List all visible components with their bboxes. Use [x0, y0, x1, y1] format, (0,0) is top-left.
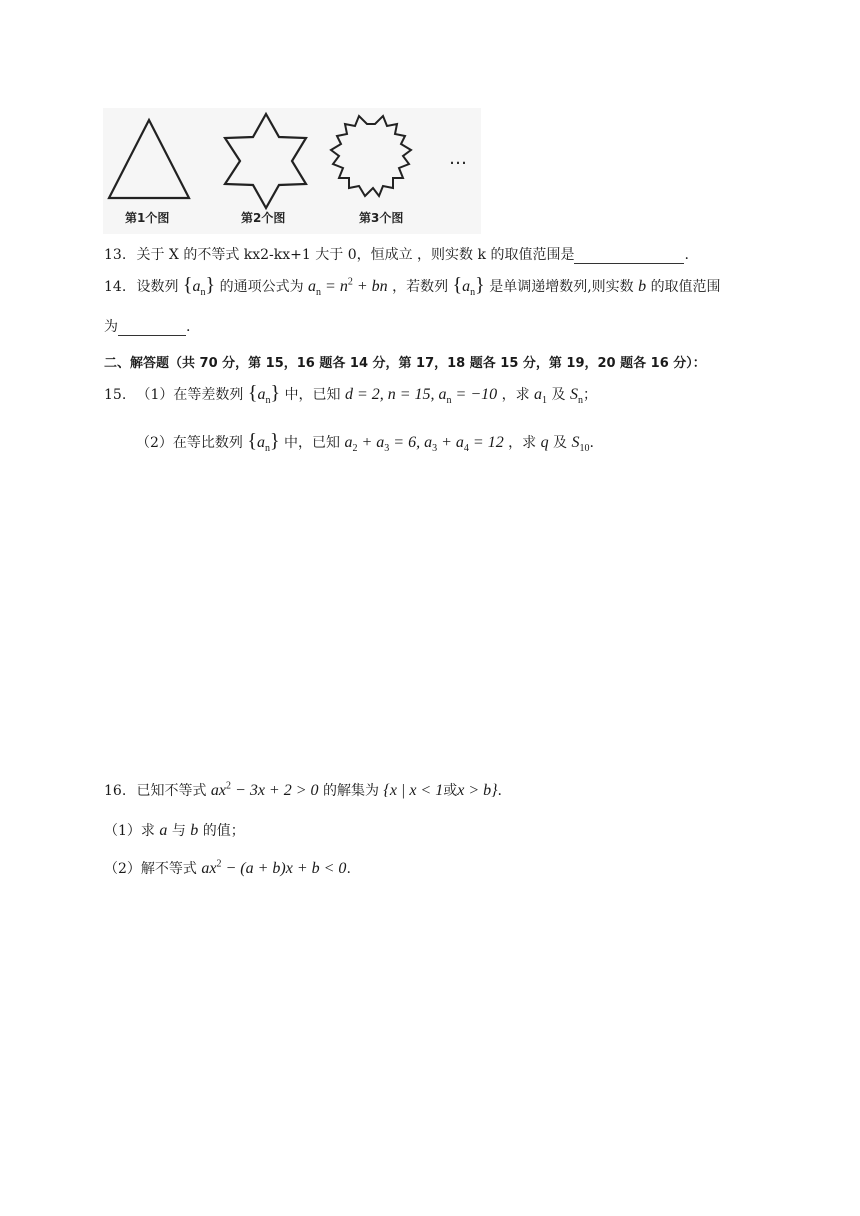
- var-s10: $S_{10}$: [571, 434, 590, 455]
- text-segment: 中，已知: [284, 435, 341, 451]
- text-segment: （2）在等比数列: [136, 435, 243, 451]
- text-segment: 及: [553, 435, 568, 451]
- question-16: [104, 780, 502, 800]
- question-number: 13.: [104, 247, 127, 263]
- text-segment: 的取值范围: [650, 279, 721, 295]
- inequality: $ax^2 - 3x + 2 > 0$: [210, 780, 319, 799]
- text-segment: ，求: [501, 387, 530, 403]
- question-number: 15.: [104, 387, 127, 403]
- period: .: [186, 319, 191, 335]
- text-segment: 已知不等式: [136, 783, 207, 799]
- question-number: 16.: [104, 783, 127, 799]
- text-segment: 的通项公式为: [219, 279, 304, 295]
- text-segment: 设数列: [136, 279, 179, 295]
- formula-an: $a_n = n^2$ + bn: [308, 276, 388, 299]
- question-14: [104, 274, 721, 298]
- given-values: $a_2 + a_3 = 6$, $a_3 + a_4 = 12$: [344, 434, 504, 455]
- section-heading: 二、解答题（共 70 分，第 15，16 题各 14 分，第 17，18 题各 15 分，第 19，20 题各 16 分）：: [104, 356, 706, 371]
- koch-third-shape: [331, 116, 411, 196]
- text-segment: （1）求: [104, 823, 155, 839]
- text-segment: 为: [104, 319, 118, 335]
- var-a1: $a_1$: [534, 386, 548, 407]
- text-segment: （1）在等差数列: [136, 387, 244, 403]
- text-segment: 与: [171, 823, 186, 839]
- period: .: [346, 861, 351, 877]
- question-15-part1: [104, 382, 597, 406]
- given-values: d = 2, n = 15, $a_n = -10$: [344, 386, 498, 407]
- caption-2: 第2个图: [241, 211, 286, 225]
- var-a: a: [159, 822, 168, 839]
- question-16-part2: [104, 858, 351, 878]
- triangle-shape: [109, 120, 189, 198]
- text-segment: 或: [443, 783, 458, 799]
- var-sn: $S_n$: [569, 386, 583, 407]
- text-segment: 是单调递增数列,则实数: [489, 279, 634, 295]
- sequence-an: $\{a_n\}$: [247, 430, 280, 455]
- caption-3: 第3个图: [359, 211, 404, 225]
- sequence-an: $\{a_n\}$: [247, 382, 281, 407]
- answer-blank: [118, 321, 186, 336]
- sequence-an: $\{a_n\}$: [182, 274, 216, 299]
- var-b: b: [638, 278, 647, 295]
- solution-set-end: x > b}: [457, 782, 498, 799]
- inequality: $ax^2 - (a + b)x + b < 0$: [201, 858, 347, 877]
- text-segment: 及: [551, 387, 566, 403]
- question-text: 关于 X 的不等式 kx2-kx+1 大于 0，恒成立 ，则实数 k 的取值范围是: [136, 247, 575, 263]
- koch-snowflake-figure: [103, 108, 481, 234]
- text-segment: （2）解不等式: [104, 861, 197, 877]
- question-13: [104, 244, 689, 264]
- text-segment: 的值；: [202, 823, 245, 839]
- answer-blank: [574, 249, 684, 264]
- question-15-part2: [136, 430, 594, 454]
- sequence-an: $\{a_n\}$: [452, 274, 485, 299]
- text-segment: ；: [582, 387, 597, 403]
- text-segment: 的解集为: [322, 783, 379, 799]
- text-segment: 中，已知: [284, 387, 341, 403]
- star-shape: [225, 114, 306, 208]
- text-segment: ，若数列: [392, 279, 449, 295]
- period: .: [684, 247, 689, 263]
- solution-set: {x | x < 1: [383, 782, 444, 799]
- period: .: [589, 435, 594, 451]
- question-number: 14.: [104, 279, 127, 295]
- caption-1: 第1个图: [125, 211, 170, 225]
- var-b: b: [190, 822, 199, 839]
- question-16-part1: [104, 820, 245, 840]
- period: .: [497, 783, 502, 799]
- var-q: q: [540, 434, 549, 451]
- figure-ellipsis: …: [449, 148, 467, 169]
- text-segment: ，求: [508, 435, 537, 451]
- question-14-cont: [104, 316, 190, 336]
